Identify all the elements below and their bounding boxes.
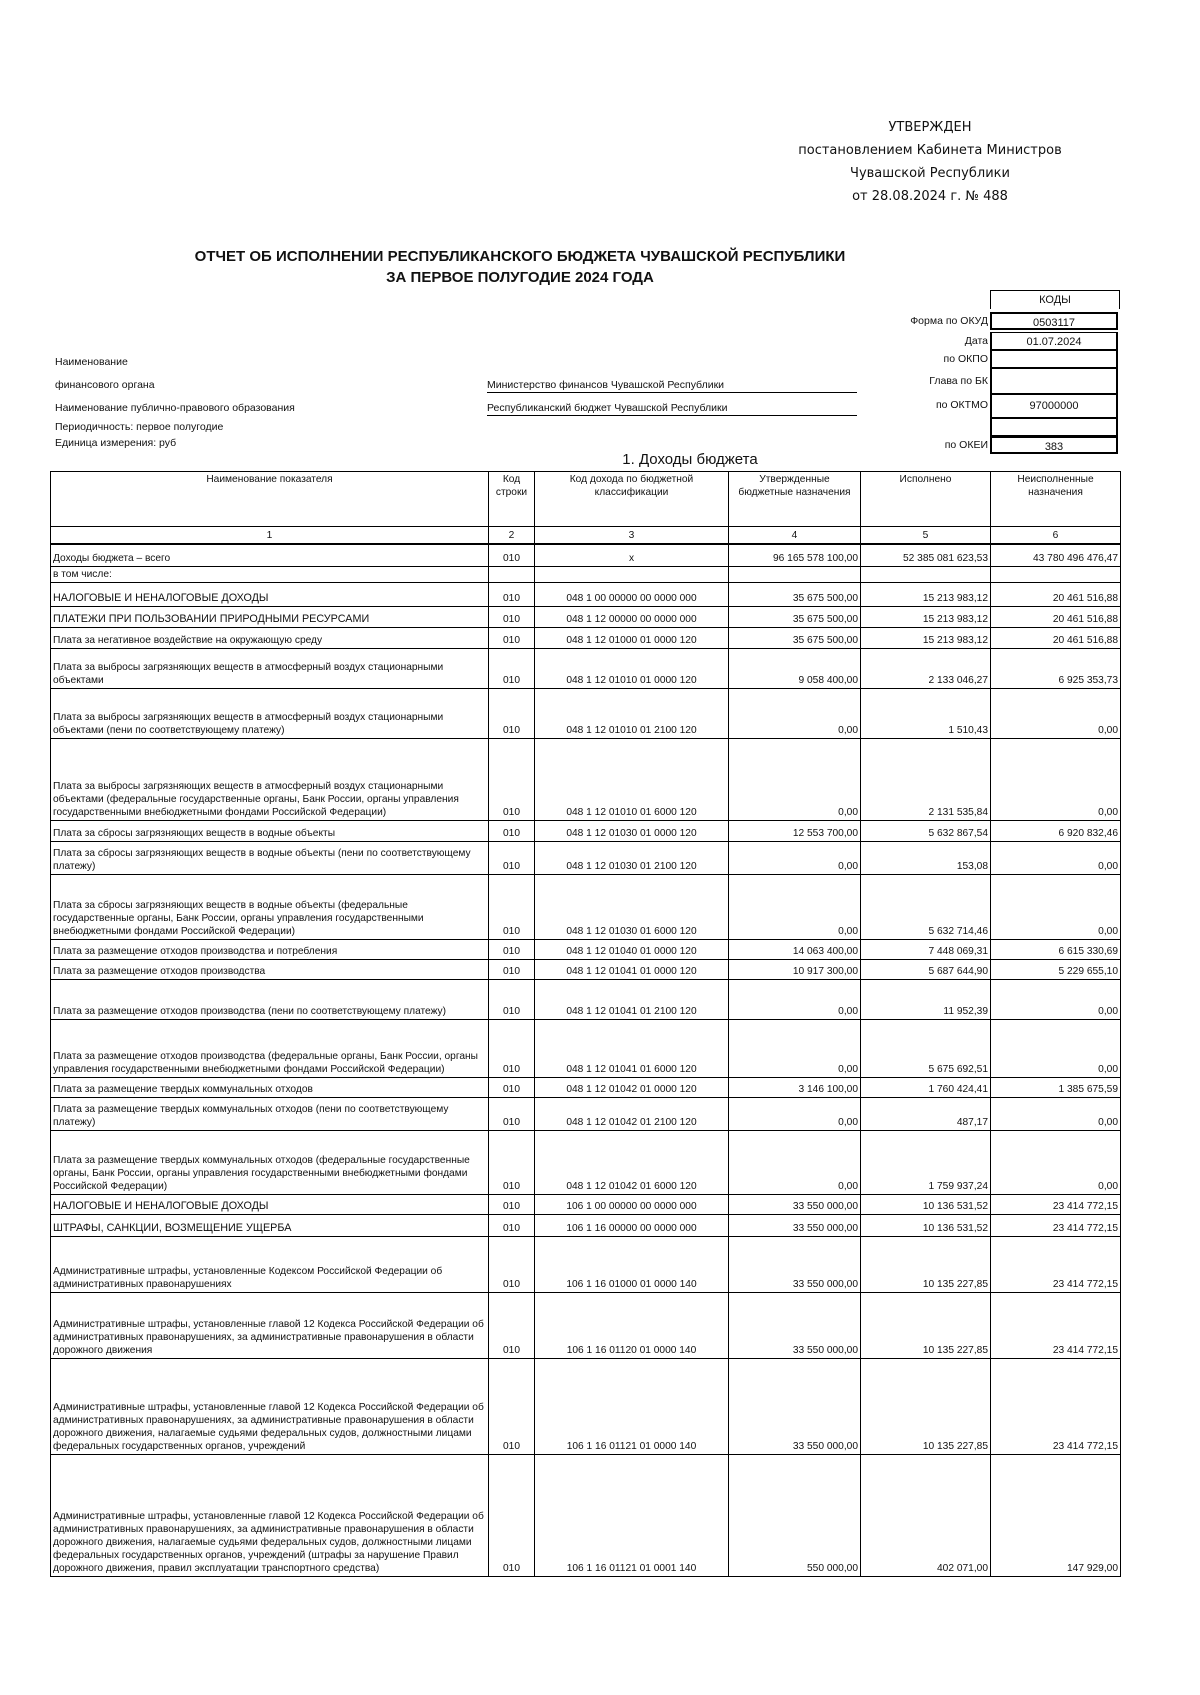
- row-unexecuted: 23 414 772,15: [991, 1236, 1121, 1292]
- table-row: [51, 606, 1121, 627]
- report-title: [100, 246, 940, 288]
- codes-header: КОДЫ: [990, 290, 1120, 309]
- glava-label: Глава по БК: [929, 375, 988, 387]
- okud-value: 0503117: [990, 312, 1118, 330]
- row-name: Плата за выбросы загрязняющих веществ в атмосферный воздух стационарными объектами: [51, 648, 489, 688]
- column-numbers-row: [51, 527, 1121, 545]
- table-row: [51, 688, 1121, 738]
- report-title-line-1: ОТЧЕТ ОБ ИСПОЛНЕНИИ РЕСПУБЛИКАНСКОГО БЮДЖЕТА ЧУВАШСКОЙ РЕСПУБЛИКИ: [194, 248, 846, 265]
- table-row: [51, 738, 1121, 820]
- col-number-4: 4: [729, 527, 861, 545]
- row-approved: 0,00: [729, 979, 861, 1019]
- table-row: [51, 1194, 1121, 1214]
- approval-line-2: постановлением Кабинета Министров: [798, 143, 1062, 158]
- row-income-code: 048 1 12 01040 01 0000 120: [535, 939, 729, 959]
- row-name: Плата за размещение твердых коммунальных отходов (федеральные государственные органы, Банк России, органы управления государственными внебюджетными фондами Российской Федерации): [51, 1130, 489, 1194]
- table-row: [51, 939, 1121, 959]
- row-unexecuted: 0,00: [991, 1130, 1121, 1194]
- row-unexecuted: 20 461 516,88: [991, 582, 1121, 606]
- row-approved: 0,00: [729, 688, 861, 738]
- row-income-code: 048 1 12 01042 01 6000 120: [535, 1130, 729, 1194]
- row-code: 010: [489, 1358, 535, 1454]
- row-approved: 0,00: [729, 1130, 861, 1194]
- row-code: [489, 566, 535, 582]
- table-row: [51, 1214, 1121, 1236]
- header-executed: Исполнено: [861, 472, 991, 527]
- row-executed: 15 213 983,12: [861, 582, 991, 606]
- row-code: 010: [489, 688, 535, 738]
- row-executed: 5 632 714,46: [861, 874, 991, 939]
- row-unexecuted: [991, 566, 1121, 582]
- row-income-code: 048 1 12 01030 01 2100 120: [535, 841, 729, 874]
- row-income-code: 106 1 16 00000 00 0000 000: [535, 1214, 729, 1236]
- row-code: 010: [489, 606, 535, 627]
- row-income-code: 106 1 16 01121 01 0001 140: [535, 1454, 729, 1576]
- row-income-code: x: [535, 544, 729, 566]
- row-executed: 10 135 227,85: [861, 1236, 991, 1292]
- row-executed: 5 675 692,51: [861, 1019, 991, 1077]
- okei-label: по ОКЕИ: [944, 439, 988, 451]
- row-approved: 0,00: [729, 738, 861, 820]
- row-executed: 2 133 046,27: [861, 648, 991, 688]
- row-code: 010: [489, 1236, 535, 1292]
- row-code: 010: [489, 1077, 535, 1097]
- row-income-code: 048 1 12 01041 01 2100 120: [535, 979, 729, 1019]
- fin-org-value: Министерство финансов Чувашской Республики: [487, 379, 857, 393]
- row-approved: 33 550 000,00: [729, 1358, 861, 1454]
- row-unexecuted: 0,00: [991, 738, 1121, 820]
- row-approved: 35 675 500,00: [729, 627, 861, 648]
- row-name: Административные штрафы, установленные главой 12 Кодекса Российской Федерации об административных правонарушениях, за административные правонарушения в области дорожного движения: [51, 1292, 489, 1358]
- name-label: Наименование: [55, 356, 128, 368]
- row-unexecuted: 6 920 832,46: [991, 820, 1121, 841]
- header-indicator-name: Наименование показателя: [51, 472, 489, 527]
- row-code: 010: [489, 1194, 535, 1214]
- row-income-code: 106 1 00 00000 00 0000 000: [535, 1194, 729, 1214]
- table-row: [51, 544, 1121, 566]
- table-row: [51, 1019, 1121, 1077]
- row-unexecuted: 6 615 330,69: [991, 939, 1121, 959]
- row-unexecuted: 0,00: [991, 841, 1121, 874]
- col-number-3: 3: [535, 527, 729, 545]
- row-income-code: 048 1 12 01030 01 6000 120: [535, 874, 729, 939]
- row-name: Плата за размещение твердых коммунальных отходов (пени по соответствующему платежу): [51, 1097, 489, 1130]
- ppo-value: Республиканский бюджет Чувашской Республики: [487, 402, 857, 416]
- row-income-code: 048 1 12 01010 01 0000 120: [535, 648, 729, 688]
- table-row: [51, 1130, 1121, 1194]
- row-code: 010: [489, 820, 535, 841]
- table-row: [51, 1358, 1121, 1454]
- header-row-code: Код строки: [489, 472, 535, 527]
- row-code: 010: [489, 1097, 535, 1130]
- row-executed: 5 632 867,54: [861, 820, 991, 841]
- row-approved: 3 146 100,00: [729, 1077, 861, 1097]
- okpo-value: [990, 350, 1118, 368]
- row-unexecuted: 0,00: [991, 1019, 1121, 1077]
- row-name: НАЛОГОВЫЕ И НЕНАЛОГОВЫЕ ДОХОДЫ: [51, 582, 489, 606]
- row-name: Административные штрафы, установленные главой 12 Кодекса Российской Федерации об административных правонарушениях, за административные правонарушения в области дорожного движения, налагаемые судьями федеральных судов, должностными лицами федеральных государственных органов, учреждений (штрафы за нарушение Правил дорожного движения, правил эксплуатации транспортного средства): [51, 1454, 489, 1576]
- row-approved: 33 550 000,00: [729, 1194, 861, 1214]
- row-approved: 12 553 700,00: [729, 820, 861, 841]
- row-code: 010: [489, 738, 535, 820]
- oktmo-label: по ОКТМО: [935, 399, 988, 411]
- period-label: Периодичность: первое полугодие: [55, 421, 224, 433]
- row-executed: 1 759 937,24: [861, 1130, 991, 1194]
- row-executed: 2 131 535,84: [861, 738, 991, 820]
- row-executed: 402 071,00: [861, 1454, 991, 1576]
- row-code: 010: [489, 1292, 535, 1358]
- row-name: Плата за размещение твердых коммунальных отходов: [51, 1077, 489, 1097]
- report-title-line-2: ЗА ПЕРВОЕ ПОЛУГОДИЕ 2024 ГОДА: [386, 269, 654, 286]
- table-row: [51, 841, 1121, 874]
- row-code: 010: [489, 874, 535, 939]
- row-income-code: 048 1 12 00000 00 0000 000: [535, 606, 729, 627]
- row-executed: 10 136 531,52: [861, 1194, 991, 1214]
- row-unexecuted: 0,00: [991, 979, 1121, 1019]
- row-unexecuted: 0,00: [991, 874, 1121, 939]
- row-name: Плата за размещение отходов производства и потребления: [51, 939, 489, 959]
- row-code: 010: [489, 979, 535, 1019]
- row-executed: 153,08: [861, 841, 991, 874]
- row-executed: 10 135 227,85: [861, 1292, 991, 1358]
- row-unexecuted: 23 414 772,15: [991, 1358, 1121, 1454]
- row-approved: 550 000,00: [729, 1454, 861, 1576]
- approval-stamp: [780, 116, 1080, 208]
- row-income-code: 048 1 12 01030 01 0000 120: [535, 820, 729, 841]
- table-header-row: [51, 472, 1121, 527]
- table-row: [51, 582, 1121, 606]
- row-executed: 7 448 069,31: [861, 939, 991, 959]
- table-row: [51, 874, 1121, 939]
- row-approved: 9 058 400,00: [729, 648, 861, 688]
- header-income-code: Код дохода по бюджетной классификации: [535, 472, 729, 527]
- row-approved: 0,00: [729, 874, 861, 939]
- row-income-code: 048 1 00 00000 00 0000 000: [535, 582, 729, 606]
- row-code: 010: [489, 959, 535, 979]
- row-unexecuted: 147 929,00: [991, 1454, 1121, 1576]
- approval-line-3: Чувашской Республики: [850, 166, 1010, 181]
- okpo-label: по ОКПО: [943, 353, 988, 365]
- row-name: ПЛАТЕЖИ ПРИ ПОЛЬЗОВАНИИ ПРИРОДНЫМИ РЕСУРСАМИ: [51, 606, 489, 627]
- codes-blank-cell: [990, 418, 1118, 436]
- row-executed: 15 213 983,12: [861, 627, 991, 648]
- row-executed: 52 385 081 623,53: [861, 544, 991, 566]
- row-name: Административные штрафы, установленные Кодексом Российской Федерации об административных правонарушениях: [51, 1236, 489, 1292]
- col-number-5: 5: [861, 527, 991, 545]
- row-unexecuted: 6 925 353,73: [991, 648, 1121, 688]
- row-income-code: 106 1 16 01120 01 0000 140: [535, 1292, 729, 1358]
- row-unexecuted: 0,00: [991, 1097, 1121, 1130]
- glava-value: [990, 368, 1118, 394]
- row-income-code: 048 1 12 01041 01 0000 120: [535, 959, 729, 979]
- row-income-code: 106 1 16 01121 01 0000 140: [535, 1358, 729, 1454]
- row-executed: 10 135 227,85: [861, 1358, 991, 1454]
- revenue-table: [50, 471, 1121, 1577]
- row-name: Плата за сбросы загрязняющих веществ в водные объекты (федеральные государственные органы, Банк России, органы управления государственными внебюджетными фондами Российской Федерации): [51, 874, 489, 939]
- date-label: Дата: [964, 335, 988, 347]
- row-code: 010: [489, 544, 535, 566]
- table-row: [51, 820, 1121, 841]
- row-unexecuted: 20 461 516,88: [991, 606, 1121, 627]
- row-name: Плата за сбросы загрязняющих веществ в водные объекты: [51, 820, 489, 841]
- row-income-code: 048 1 12 01010 01 2100 120: [535, 688, 729, 738]
- row-unexecuted: 23 414 772,15: [991, 1292, 1121, 1358]
- header-unexecuted: Неисполненные назначения: [991, 472, 1121, 527]
- row-approved: 35 675 500,00: [729, 606, 861, 627]
- row-income-code: 048 1 12 01010 01 6000 120: [535, 738, 729, 820]
- table-row: [51, 648, 1121, 688]
- row-executed: 487,17: [861, 1097, 991, 1130]
- row-approved: 0,00: [729, 1097, 861, 1130]
- row-name: в том числе:: [51, 566, 489, 582]
- row-approved: 33 550 000,00: [729, 1236, 861, 1292]
- row-executed: 5 687 644,90: [861, 959, 991, 979]
- row-approved: 33 550 000,00: [729, 1292, 861, 1358]
- row-name: Административные штрафы, установленные главой 12 Кодекса Российской Федерации об административных правонарушениях, за административные правонарушения в области дорожного движения, налагаемые судьями федеральных судов, должностными лицами федеральных государственных органов, учреждений: [51, 1358, 489, 1454]
- table-row: [51, 959, 1121, 979]
- row-executed: 1 510,43: [861, 688, 991, 738]
- row-approved: 35 675 500,00: [729, 582, 861, 606]
- row-unexecuted: 23 414 772,15: [991, 1214, 1121, 1236]
- row-income-code: 106 1 16 01000 01 0000 140: [535, 1236, 729, 1292]
- row-name: ШТРАФЫ, САНКЦИИ, ВОЗМЕЩЕНИЕ УЩЕРБА: [51, 1214, 489, 1236]
- table-row: [51, 1236, 1121, 1292]
- row-code: 010: [489, 1214, 535, 1236]
- row-income-code: 048 1 12 01042 01 2100 120: [535, 1097, 729, 1130]
- row-unexecuted: 0,00: [991, 688, 1121, 738]
- table-row: [51, 1077, 1121, 1097]
- table-row: [51, 1454, 1121, 1576]
- row-code: 010: [489, 1454, 535, 1576]
- row-unexecuted: 1 385 675,59: [991, 1077, 1121, 1097]
- date-value: 01.07.2024: [990, 332, 1118, 350]
- row-name: Плата за размещение отходов производства (федеральные органы, Банк России, органы управления государственными внебюджетными фондами Российской Федерации): [51, 1019, 489, 1077]
- row-income-code: [535, 566, 729, 582]
- fin-org-label: финансового органа: [55, 379, 155, 391]
- row-name: НАЛОГОВЫЕ И НЕНАЛОГОВЫЕ ДОХОДЫ: [51, 1194, 489, 1214]
- row-income-code: 048 1 12 01000 01 0000 120: [535, 627, 729, 648]
- row-name: Плата за сбросы загрязняющих веществ в водные объекты (пени по соответствующему платежу): [51, 841, 489, 874]
- approval-line-1: УТВЕРЖДЕН: [888, 120, 972, 135]
- header-approved: Утвержденные бюджетные назначения: [729, 472, 861, 527]
- row-executed: [861, 566, 991, 582]
- row-code: 010: [489, 939, 535, 959]
- row-unexecuted: 23 414 772,15: [991, 1194, 1121, 1214]
- row-name: Плата за негативное воздействие на окружающую среду: [51, 627, 489, 648]
- row-code: 010: [489, 582, 535, 606]
- row-executed: 10 136 531,52: [861, 1214, 991, 1236]
- row-name: Плата за размещение отходов производства: [51, 959, 489, 979]
- table-row: [51, 627, 1121, 648]
- approval-line-4: от 28.08.2024 г. № 488: [852, 189, 1008, 204]
- row-name: Плата за выбросы загрязняющих веществ в атмосферный воздух стационарными объектами (федеральные государственные органы, Банк России, органы управления государственными внебюджетными фондами Российской Федерации): [51, 738, 489, 820]
- row-approved: 14 063 400,00: [729, 939, 861, 959]
- okei-value: 383: [990, 436, 1118, 454]
- row-name: Плата за размещение отходов производства (пени по соответствующему платежу): [51, 979, 489, 1019]
- row-code: 010: [489, 841, 535, 874]
- col-number-6: 6: [991, 527, 1121, 545]
- table-row: [51, 1292, 1121, 1358]
- row-name: Доходы бюджета – всего: [51, 544, 489, 566]
- unit-label: Единица измерения: руб: [55, 437, 177, 449]
- row-approved: 33 550 000,00: [729, 1214, 861, 1236]
- col-number-1: 1: [51, 527, 489, 545]
- okud-label: Форма по ОКУД: [910, 315, 988, 327]
- row-unexecuted: 20 461 516,88: [991, 627, 1121, 648]
- row-unexecuted: 5 229 655,10: [991, 959, 1121, 979]
- row-code: 010: [489, 1019, 535, 1077]
- table-row: [51, 566, 1121, 582]
- row-executed: 15 213 983,12: [861, 606, 991, 627]
- row-code: 010: [489, 627, 535, 648]
- row-executed: 1 760 424,41: [861, 1077, 991, 1097]
- row-income-code: 048 1 12 01042 01 0000 120: [535, 1077, 729, 1097]
- col-number-2: 2: [489, 527, 535, 545]
- row-code: 010: [489, 1130, 535, 1194]
- row-approved: 0,00: [729, 841, 861, 874]
- row-unexecuted: 43 780 496 476,47: [991, 544, 1121, 566]
- row-approved: 10 917 300,00: [729, 959, 861, 979]
- row-approved: [729, 566, 861, 582]
- row-executed: 11 952,39: [861, 979, 991, 1019]
- row-approved: 96 165 578 100,00: [729, 544, 861, 566]
- ppo-label: Наименование публично-правового образования: [55, 402, 295, 414]
- section-title: 1. Доходы бюджета: [622, 451, 758, 468]
- row-code: 010: [489, 648, 535, 688]
- table-row: [51, 979, 1121, 1019]
- row-approved: 0,00: [729, 1019, 861, 1077]
- row-income-code: 048 1 12 01041 01 6000 120: [535, 1019, 729, 1077]
- oktmo-value: 97000000: [990, 394, 1118, 418]
- row-name: Плата за выбросы загрязняющих веществ в атмосферный воздух стационарными объектами (пени по соответствующему платежу): [51, 688, 489, 738]
- table-row: [51, 1097, 1121, 1130]
